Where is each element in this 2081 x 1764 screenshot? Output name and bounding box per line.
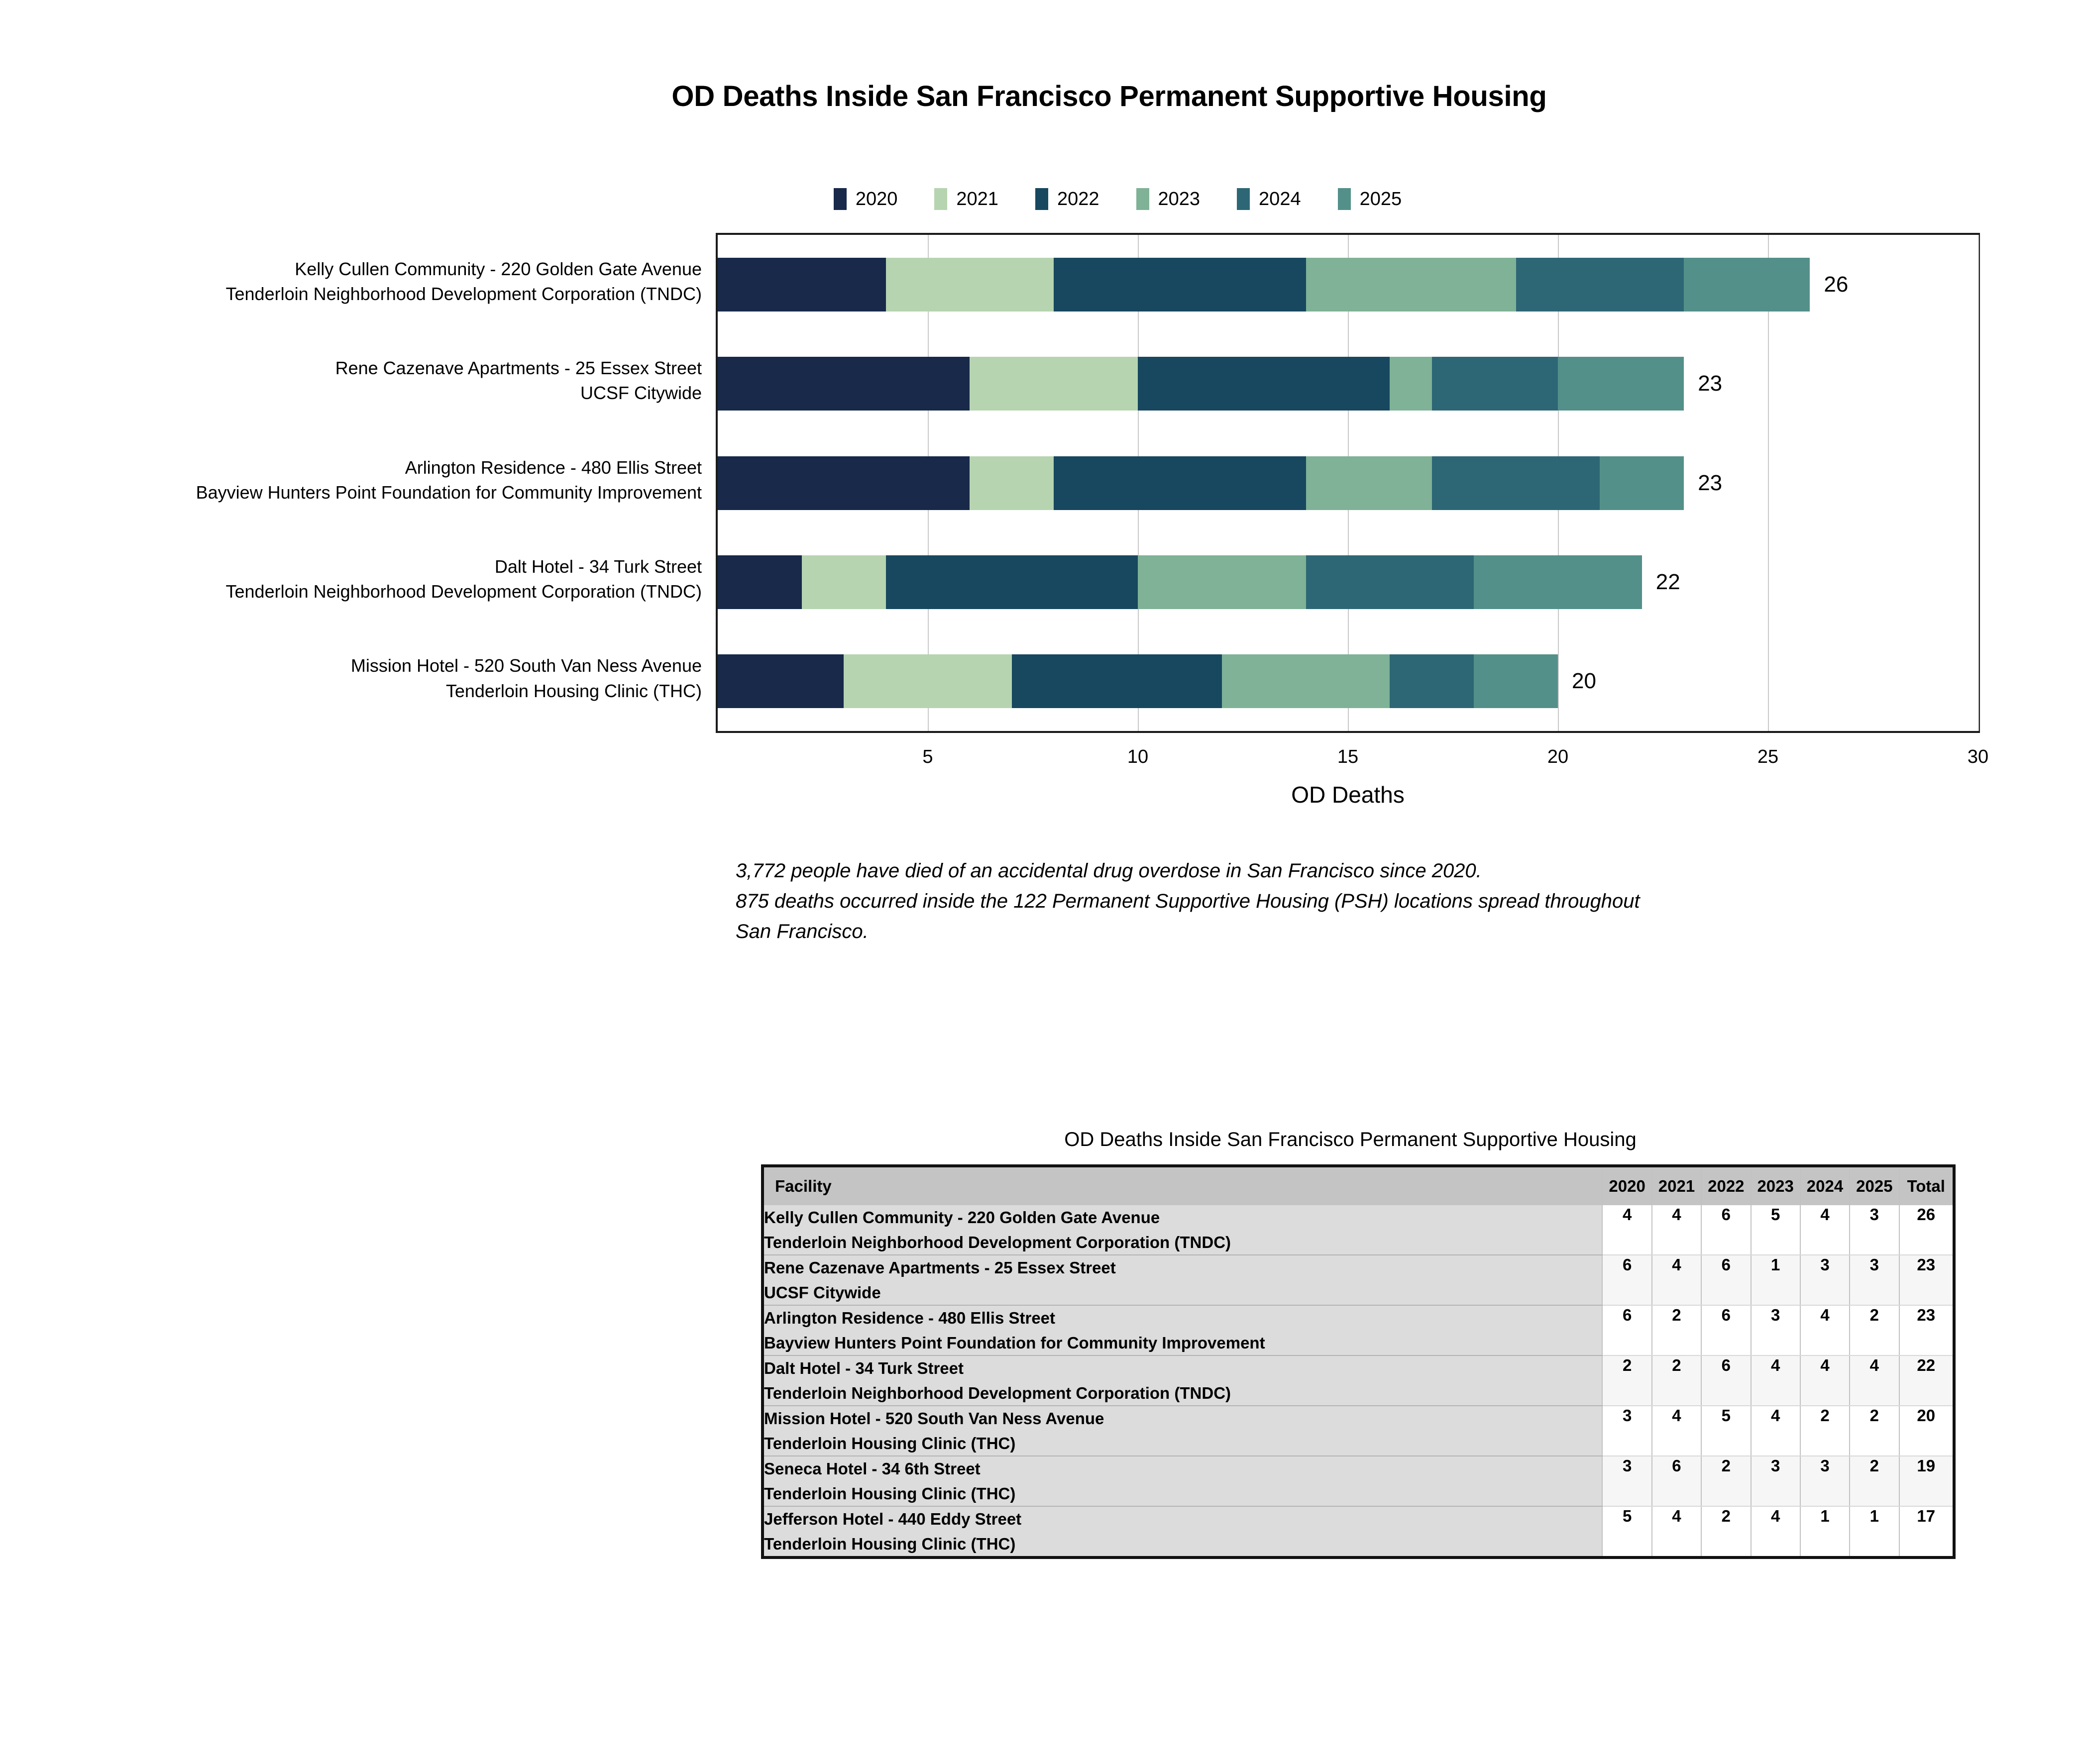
- table-cell-y2025: 2: [1850, 1456, 1899, 1506]
- table-header-row: [763, 1166, 1954, 1205]
- facility-operator: Bayview Hunters Point Foundation for Community Improvement: [764, 1333, 1265, 1352]
- y-axis-label-line-2: UCSF Citywide: [580, 383, 702, 404]
- x-tick-label: 25: [1757, 746, 1779, 767]
- table-cell-y2020: 5: [1602, 1506, 1651, 1557]
- table-header: [763, 1166, 1954, 1205]
- table-cell-y2023: 5: [1751, 1205, 1800, 1255]
- legend-label: 2025: [1359, 189, 1402, 209]
- table-cell-y2024: 4: [1800, 1355, 1850, 1406]
- bar-total-label: 23: [1698, 470, 1723, 495]
- bar-row[interactable]: [718, 456, 1684, 510]
- y-axis-label-line-1: Rene Cazenave Apartments - 25 Essex Street: [335, 358, 702, 379]
- chart-plot-area: [716, 233, 1980, 733]
- table-cell-y2020: 6: [1602, 1255, 1651, 1305]
- footnote-line-1: 3,772 people have died of an accidental drug overdose in San Francisco since 2020.: [736, 860, 1482, 882]
- table-row[interactable]: [763, 1305, 1954, 1355]
- bar-segment-2022[interactable]: [886, 555, 1138, 609]
- table-col-header-2021[interactable]: 2021: [1652, 1166, 1701, 1205]
- y-axis-label-line-1: Arlington Residence - 480 Ellis Street: [405, 457, 702, 478]
- bar-segment-2021[interactable]: [970, 357, 1138, 411]
- x-tick-label: 20: [1547, 746, 1569, 767]
- table-col-header-2025[interactable]: 2025: [1850, 1166, 1899, 1205]
- bar-segment-2023[interactable]: [1306, 258, 1516, 311]
- legend-label: 2024: [1259, 189, 1301, 209]
- table-cell-y2022: 2: [1701, 1506, 1751, 1557]
- x-axis-title: OD Deaths: [1291, 782, 1405, 808]
- table-cell-y2024: 3: [1800, 1456, 1850, 1506]
- facility-name: Arlington Residence - 480 Ellis Street: [764, 1309, 1056, 1327]
- table-cell-facility: [763, 1355, 1602, 1406]
- chart-footnote: [736, 856, 1980, 946]
- facility-operator: Tenderloin Neighborhood Development Corporation (TNDC): [764, 1233, 1231, 1251]
- bar-segment-2025[interactable]: [1600, 456, 1684, 510]
- bar-segment-2020[interactable]: [718, 555, 802, 609]
- table-col-header-2022[interactable]: 2022: [1701, 1166, 1751, 1205]
- bar-segment-2025[interactable]: [1558, 357, 1684, 411]
- legend-label: 2023: [1158, 189, 1201, 209]
- legend-item-2025[interactable]: [1338, 188, 1402, 210]
- table-cell-y2023: 4: [1751, 1406, 1800, 1456]
- bar-segment-2023[interactable]: [1222, 654, 1390, 708]
- bar-segment-2025[interactable]: [1474, 555, 1642, 609]
- table-cell-total: 23: [1899, 1255, 1954, 1305]
- chart-legend: [77, 188, 2081, 210]
- bar-segment-2024[interactable]: [1306, 555, 1474, 609]
- x-axis-ticks: [716, 735, 1989, 770]
- y-axis-label-line-2: Bayview Hunters Point Foundation for Community Improvement: [196, 482, 702, 503]
- y-axis-label: [20, 257, 702, 307]
- bar-segment-2022[interactable]: [1054, 456, 1306, 510]
- table-cell-y2022: 6: [1701, 1255, 1751, 1305]
- bar-total-label: 20: [1572, 669, 1596, 694]
- table-cell-total: 19: [1899, 1456, 1954, 1506]
- table-cell-total: 22: [1899, 1355, 1954, 1406]
- bar-segment-2023[interactable]: [1138, 555, 1306, 609]
- legend-swatch-icon-2022: [1035, 188, 1048, 210]
- chart-title-text: OD Deaths Inside San Francisco Permanent Supportive Housing: [671, 80, 1547, 112]
- table-cell-y2024: 4: [1800, 1305, 1850, 1355]
- table-cell-y2021: 6: [1652, 1456, 1701, 1506]
- facility-operator: Tenderloin Housing Clinic (THC): [764, 1434, 1016, 1453]
- y-axis-label: [20, 554, 702, 605]
- legend-swatch-icon-2020: [834, 188, 847, 210]
- y-axis-label-line-1: Mission Hotel - 520 South Van Ness Avenue: [350, 655, 702, 676]
- legend-item-2024[interactable]: [1237, 188, 1301, 210]
- table-cell-y2023: 1: [1751, 1255, 1800, 1305]
- table-row[interactable]: [763, 1406, 1954, 1456]
- legend-swatch-icon-2023: [1136, 188, 1149, 210]
- bar-total-label: 22: [1655, 569, 1680, 594]
- bar-segment-2021[interactable]: [802, 555, 886, 609]
- footnote-line-3: San Francisco.: [736, 920, 869, 942]
- bar-segment-2024[interactable]: [1390, 654, 1474, 708]
- table-row[interactable]: [763, 1506, 1954, 1557]
- bar-segment-2022[interactable]: [1138, 357, 1390, 411]
- legend-label: 2020: [855, 189, 898, 209]
- bar-total-label: 23: [1698, 371, 1723, 396]
- table-cell-y2023: 3: [1751, 1456, 1800, 1506]
- facility-operator: Tenderloin Neighborhood Development Corporation (TNDC): [764, 1383, 1231, 1402]
- y-axis-label-line-2: Tenderloin Neighborhood Development Corporation (TNDC): [225, 284, 702, 305]
- facility-operator: Tenderloin Housing Clinic (THC): [764, 1484, 1016, 1503]
- table-row[interactable]: [763, 1205, 1954, 1255]
- table-cell-y2023: 4: [1751, 1355, 1800, 1406]
- facility-operator: UCSF Citywide: [764, 1283, 881, 1302]
- x-tick-label: 5: [922, 746, 933, 767]
- table-cell-y2024: 4: [1800, 1205, 1850, 1255]
- facility-name: Jefferson Hotel - 440 Eddy Street: [764, 1510, 1022, 1528]
- table-col-header-facility[interactable]: Facility: [763, 1166, 1602, 1205]
- table-col-header-2020[interactable]: 2020: [1602, 1166, 1651, 1205]
- table-cell-facility: [763, 1305, 1602, 1355]
- table-cell-y2021: 2: [1652, 1355, 1701, 1406]
- bar-segment-2022[interactable]: [1012, 654, 1222, 708]
- table-caption: OD Deaths Inside San Francisco Permanent Supportive Housing: [1064, 1129, 1637, 1150]
- y-axis-label: [20, 455, 702, 506]
- facility-name: Dalt Hotel - 34 Turk Street: [764, 1359, 964, 1377]
- table-cell-facility: [763, 1406, 1602, 1456]
- y-axis-label: [20, 356, 702, 406]
- y-axis-labels: [20, 233, 702, 733]
- table-cell-y2020: 3: [1602, 1406, 1651, 1456]
- table-cell-total: 23: [1899, 1305, 1954, 1355]
- bar-segment-2020[interactable]: [718, 258, 886, 311]
- bar-segment-2024[interactable]: [1432, 357, 1558, 411]
- legend-item-2023[interactable]: [1136, 188, 1201, 210]
- facility-name: Kelly Cullen Community - 220 Golden Gate Avenue: [764, 1208, 1160, 1227]
- table-cell-y2024: 3: [1800, 1255, 1850, 1305]
- bar-segment-2023[interactable]: [1390, 357, 1431, 411]
- facility-name: Seneca Hotel - 34 6th Street: [764, 1459, 981, 1478]
- table-cell-y2021: 4: [1652, 1406, 1701, 1456]
- bar-segment-2021[interactable]: [886, 258, 1054, 311]
- table-col-header-2024[interactable]: 2024: [1800, 1166, 1850, 1205]
- bar-row[interactable]: [718, 357, 1684, 411]
- bar-segment-2020[interactable]: [718, 357, 970, 411]
- legend-item-2020[interactable]: [834, 188, 898, 210]
- bar-segment-2022[interactable]: [1054, 258, 1306, 311]
- table-cell-y2022: 6: [1701, 1355, 1751, 1406]
- table-cell-y2020: 3: [1602, 1456, 1651, 1506]
- bar-segment-2024[interactable]: [1432, 456, 1600, 510]
- table-cell-total: 26: [1899, 1205, 1954, 1255]
- table-cell-y2021: 4: [1652, 1205, 1701, 1255]
- bar-segment-2024[interactable]: [1516, 258, 1684, 311]
- od-deaths-table: [761, 1164, 1956, 1559]
- table-col-header-2023[interactable]: 2023: [1751, 1166, 1800, 1205]
- table-cell-total: 20: [1899, 1406, 1954, 1456]
- table-row[interactable]: [763, 1355, 1954, 1406]
- data-table-container: [761, 1164, 1956, 1559]
- bar-segment-2021[interactable]: [844, 654, 1012, 708]
- y-axis-label-line-1: Kelly Cullen Community - 220 Golden Gate Avenue: [295, 258, 702, 279]
- table-cell-facility: [763, 1456, 1602, 1506]
- table-cell-y2022: 6: [1701, 1305, 1751, 1355]
- table-cell-y2025: 2: [1850, 1406, 1899, 1456]
- legend-label: 2022: [1057, 189, 1099, 209]
- table-cell-y2022: 6: [1701, 1205, 1751, 1255]
- x-tick-label: 15: [1337, 746, 1359, 767]
- chart-plot-inner: [718, 235, 1978, 731]
- y-axis-label: [20, 653, 702, 704]
- table-row[interactable]: [763, 1255, 1954, 1305]
- facility-operator: Tenderloin Housing Clinic (THC): [764, 1534, 1016, 1553]
- bar-total-label: 26: [1824, 272, 1849, 297]
- table-cell-y2020: 6: [1602, 1305, 1651, 1355]
- table-cell-y2022: 2: [1701, 1456, 1751, 1506]
- bar-row[interactable]: [718, 258, 1810, 311]
- table-col-header-total[interactable]: Total: [1899, 1166, 1954, 1205]
- table-cell-y2024: 2: [1800, 1406, 1850, 1456]
- table-cell-y2023: 3: [1751, 1305, 1800, 1355]
- y-axis-label-line-2: Tenderloin Neighborhood Development Corporation (TNDC): [225, 581, 702, 602]
- x-tick-label: 30: [1967, 746, 1989, 767]
- table-cell-facility: [763, 1255, 1602, 1305]
- table-cell-y2021: 4: [1652, 1255, 1701, 1305]
- table-cell-y2025: 2: [1850, 1305, 1899, 1355]
- table-cell-y2025: 3: [1850, 1205, 1899, 1255]
- table-cell-y2023: 4: [1751, 1506, 1800, 1557]
- table-cell-y2025: 4: [1850, 1355, 1899, 1406]
- table-cell-facility: [763, 1506, 1602, 1557]
- table-cell-y2020: 2: [1602, 1355, 1651, 1406]
- table-cell-y2021: 2: [1652, 1305, 1701, 1355]
- legend-label: 2021: [956, 189, 998, 209]
- legend-swatch-icon-2021: [934, 188, 947, 210]
- table-cell-total: 17: [1899, 1506, 1954, 1557]
- legend-item-2022[interactable]: [1035, 188, 1099, 210]
- table-cell-y2025: 1: [1850, 1506, 1899, 1557]
- y-axis-label-line-2: Tenderloin Housing Clinic (THC): [445, 680, 702, 701]
- table-body: [763, 1205, 1954, 1557]
- table-cell-y2022: 5: [1701, 1406, 1751, 1456]
- bar-row[interactable]: [718, 654, 1558, 708]
- y-axis-label-line-1: Dalt Hotel - 34 Turk Street: [494, 556, 702, 577]
- bar-segment-2025[interactable]: [1474, 654, 1558, 708]
- bar-segment-2020[interactable]: [718, 456, 970, 510]
- bar-segment-2021[interactable]: [970, 456, 1054, 510]
- table-cell-y2020: 4: [1602, 1205, 1651, 1255]
- legend-item-2021[interactable]: [934, 188, 998, 210]
- facility-name: Rene Cazenave Apartments - 25 Essex Street: [764, 1258, 1116, 1277]
- footnote-line-2: 875 deaths occurred inside the 122 Permanent Supportive Housing (PSH) locations spread throughout: [736, 890, 1640, 912]
- bar-segment-2025[interactable]: [1684, 258, 1810, 311]
- facility-name: Mission Hotel - 520 South Van Ness Avenue: [764, 1409, 1104, 1428]
- bar-row[interactable]: [718, 555, 1642, 609]
- page-title: [0, 80, 2081, 113]
- legend-swatch-icon-2024: [1237, 188, 1250, 210]
- table-cell-y2025: 3: [1850, 1255, 1899, 1305]
- gridline-30: [1978, 235, 1979, 731]
- bar-segment-2023[interactable]: [1306, 456, 1432, 510]
- table-cell-facility: [763, 1205, 1602, 1255]
- legend-swatch-icon-2025: [1338, 188, 1351, 210]
- table-cell-y2024: 1: [1800, 1506, 1850, 1557]
- bar-segment-2020[interactable]: [718, 654, 844, 708]
- table-cell-y2021: 4: [1652, 1506, 1701, 1557]
- table-row[interactable]: [763, 1456, 1954, 1506]
- x-tick-label: 10: [1127, 746, 1149, 767]
